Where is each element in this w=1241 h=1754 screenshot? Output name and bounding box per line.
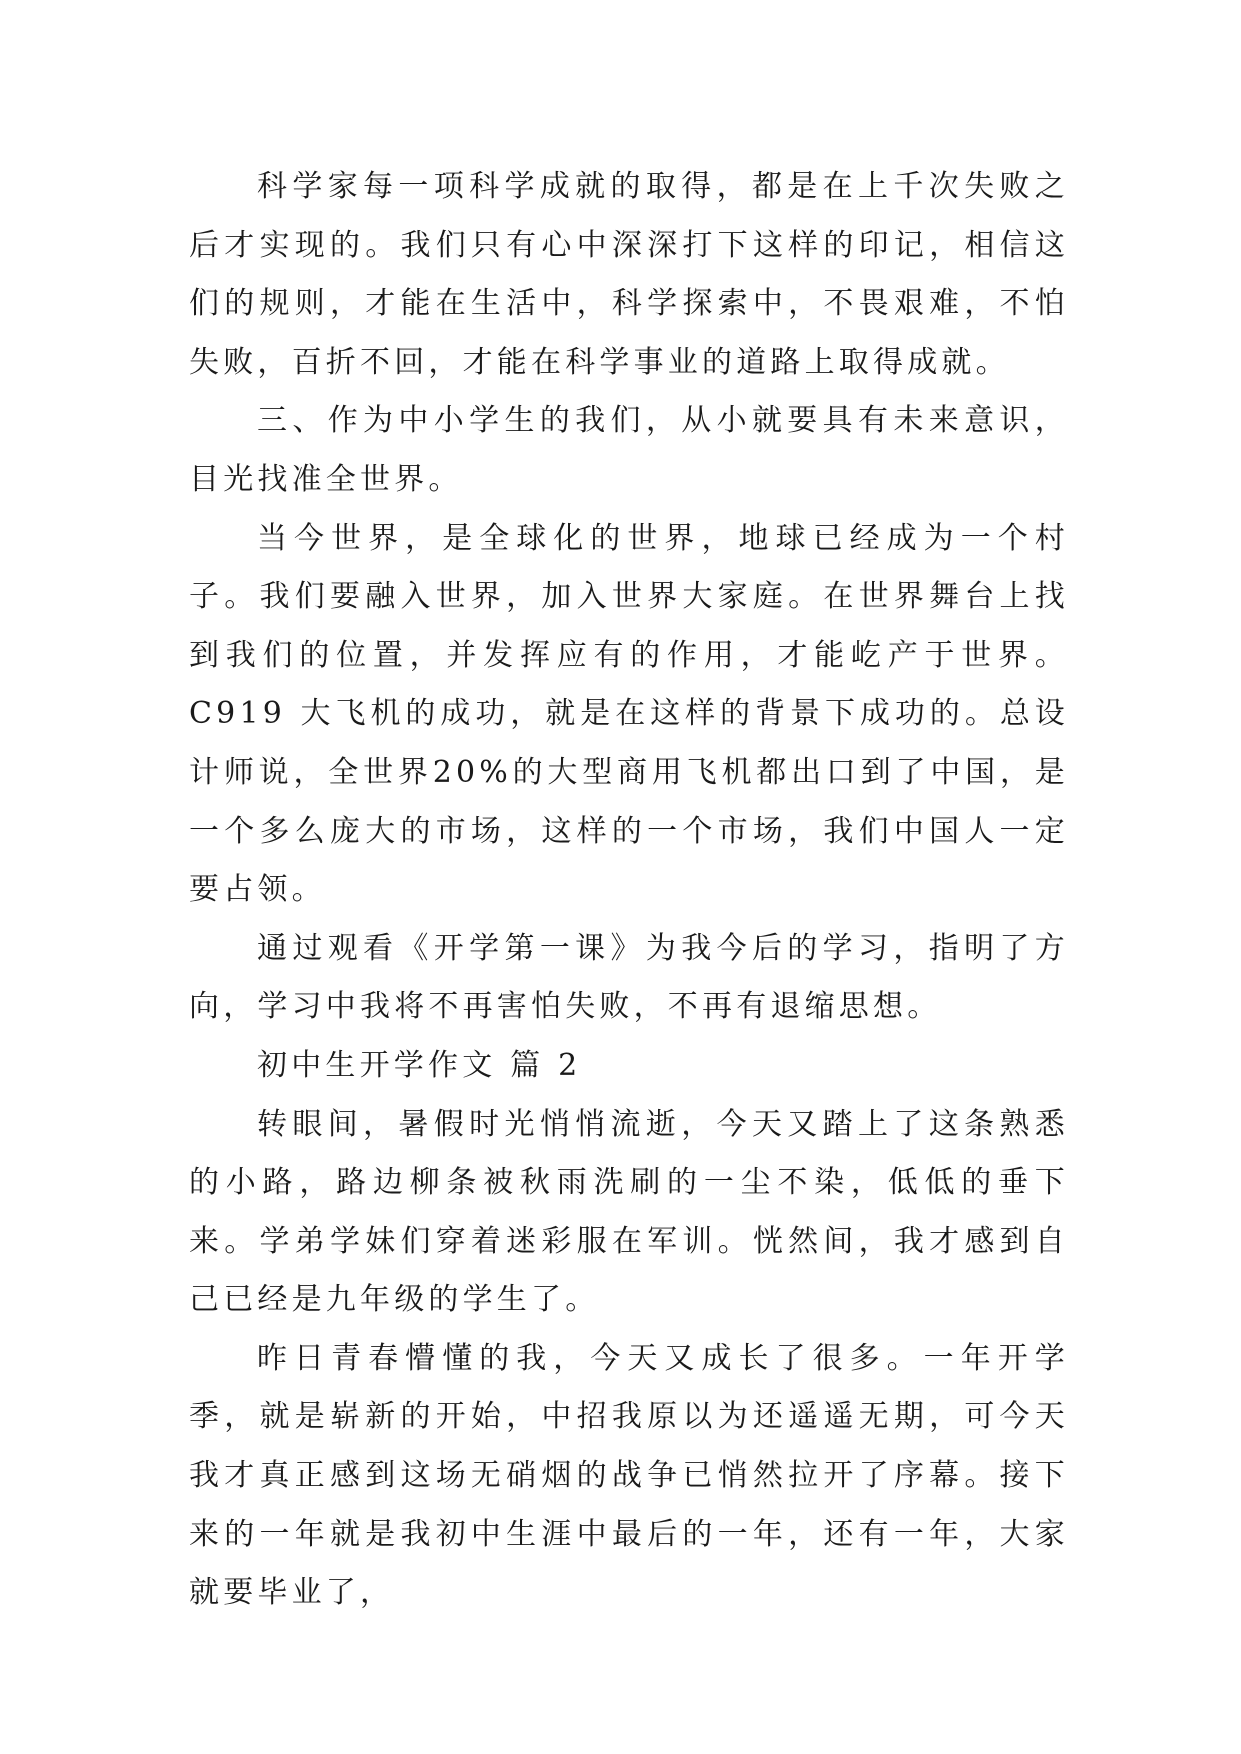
paragraph-2: 三、作为中小学生的我们，从小就要具有未来意识，目光找准全世界。: [189, 403, 1069, 497]
document-body: [189, 158, 1069, 1623]
paragraph-3: 当今世界，是全球化的世界，地球已经成为一个村子。我们要融入世界，加入世界大家庭。在世界舞台上找到我们的位置，并发挥应有的作用，才能屹产于世界。C919 大飞机的成功，就是在这样的背景下成功的。总设计师说，全世界20%的大型商用飞机都出口到了中国，是一个多么庞大的市场，这样的一个市场，我们中国人一定要占领。: [189, 520, 1069, 908]
paragraph-4: 通过观看《开学第一课》为我今后的学习，指明了方向，学习中我将不再害怕失败，不再有退缩思想。: [189, 930, 1069, 1025]
paragraph-1: 科学家每一项科学成就的取得，都是在上千次失败之后才实现的。我们只有心中深深打下这样的印记，相信这们的规则，才能在生活中，科学探索中，不畏艰难，不怕失败，百折不回，才能在科学事业的道路上取得成就。: [189, 169, 1069, 380]
paragraph-5: 转眼间，暑假时光悄悄流逝，今天又踏上了这条熟悉的小路，路边柳条被秋雨洗刷的一尘不染，低低的垂下来。学弟学妹们穿着迷彩服在军训。恍然间，我才感到自己已经是九年级的学生了。: [189, 1106, 1069, 1318]
paragraph-6: 昨日青春懵懂的我，今天又成长了很多。一年开学季，就是崭新的开始，中招我原以为还遥遥无期，可今天我才真正感到这场无硝烟的战争已悄然拉开了序幕。接下来的一年就是我初中生涯中最后的一年，还有一年，大家就要毕业了，: [189, 1340, 1069, 1611]
section-heading: 初中生开学作文 篇 2: [257, 1047, 582, 1083]
